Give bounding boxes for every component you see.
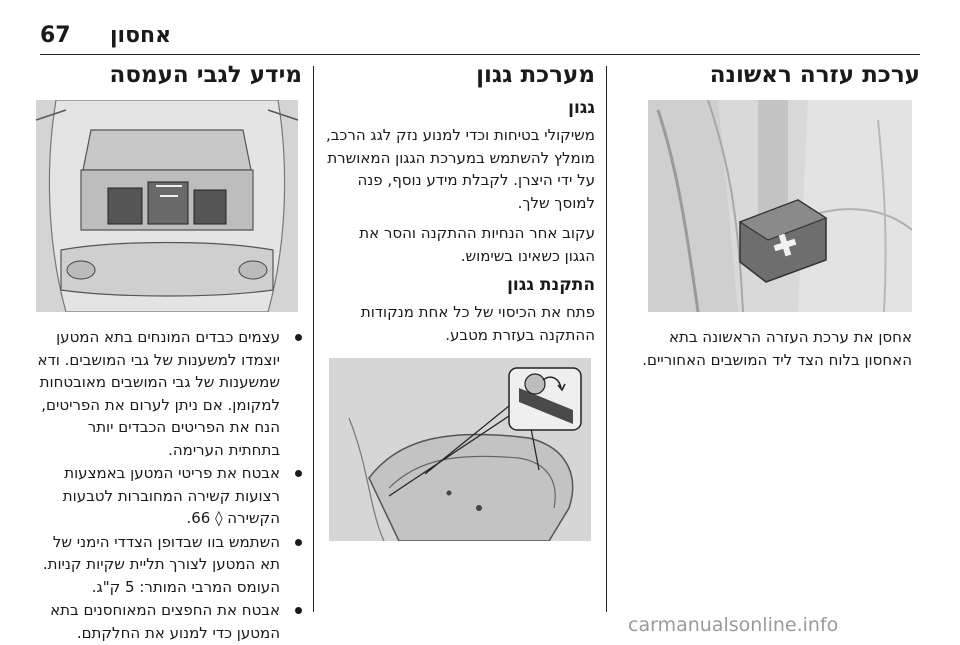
list-item bbox=[36, 326, 302, 461]
first-aid-figure bbox=[648, 100, 912, 312]
bullet-icon bbox=[295, 470, 302, 477]
page-header bbox=[0, 0, 960, 58]
loading-info-title: מידע לגבי העמסה bbox=[109, 62, 302, 88]
install-paragraph: פתח את הכיסוי של כל אחת מנקודות ההתקנה בעזרת מטבע. bbox=[360, 303, 595, 344]
roof-rack-figure bbox=[329, 358, 591, 541]
page-number: 67 bbox=[40, 23, 71, 48]
list-item bbox=[36, 599, 302, 644]
column-divider-left bbox=[313, 66, 314, 612]
column-roof-rack bbox=[325, 62, 595, 541]
first-aid-caption: אחסן את ערכת העזרה הראשונה בתא האחסון בלוח הצד ליד המושבים האחוריים. bbox=[642, 328, 912, 369]
bullet-icon bbox=[295, 334, 302, 341]
watermark[interactable]: carmanualsonline.info bbox=[628, 614, 839, 636]
bullet-text: השתמש בוו שבדופן הצדדי הימני של תא המטען לצורך תליית שקיות קניות. העומס המרבי המותר: 5 ק"ג. bbox=[42, 532, 280, 596]
coin-cover-detail-icon bbox=[509, 368, 581, 430]
column-loading-info bbox=[36, 62, 302, 645]
first-aid-title: ערכת עזרה ראשונה bbox=[709, 62, 920, 88]
bullet-text: אבטח את החפצים המאוחסנים בתא המטען כדי למנוע את החלקתם. bbox=[50, 601, 280, 642]
install-subtitle: התקנת גגון bbox=[507, 275, 595, 295]
list-item bbox=[36, 531, 302, 599]
bullet-icon bbox=[295, 539, 302, 546]
loading-bullet-list bbox=[36, 326, 302, 644]
roof-paragraph-2: עקוב אחר הנחיות ההתקנה והסר את הגגון כשאינו בשימוש. bbox=[359, 224, 595, 265]
list-item bbox=[36, 462, 302, 530]
bullet-icon bbox=[295, 607, 302, 614]
column-first-aid bbox=[620, 62, 920, 379]
roof-paragraph-1: משיקולי בטיחות וכדי למנוע נזק לגג הרכב, מומלץ להשתמש במערכת הגגון המאושרת על ידי היצרן. לקבלת מידע נוסף, פנה למוסך שלך. bbox=[325, 126, 595, 212]
roof-rack-title: מערכת גגון bbox=[476, 62, 595, 88]
section-name: אחסון bbox=[110, 23, 172, 48]
bullet-text: אבטח את פריטי המטען באמצעות רצועות קשירה המחוברות לטבעות הקשירה ◊ 66. bbox=[62, 464, 280, 527]
column-divider-right bbox=[606, 66, 607, 612]
header-rule bbox=[40, 54, 920, 55]
bullet-text: עצמים כבדים המונחים בתא המטען יוצמדו למשענות של גבי המושבים. ודא שמשענות של גבי המושבים מאובטחות למקומן. אם ניתן לערום את הפריטים, הנח את הפריטים הכבדים יותר בתחתית הערימה. bbox=[37, 328, 280, 459]
roof-subtitle: גגון bbox=[568, 98, 595, 118]
trunk-figure bbox=[36, 100, 298, 312]
